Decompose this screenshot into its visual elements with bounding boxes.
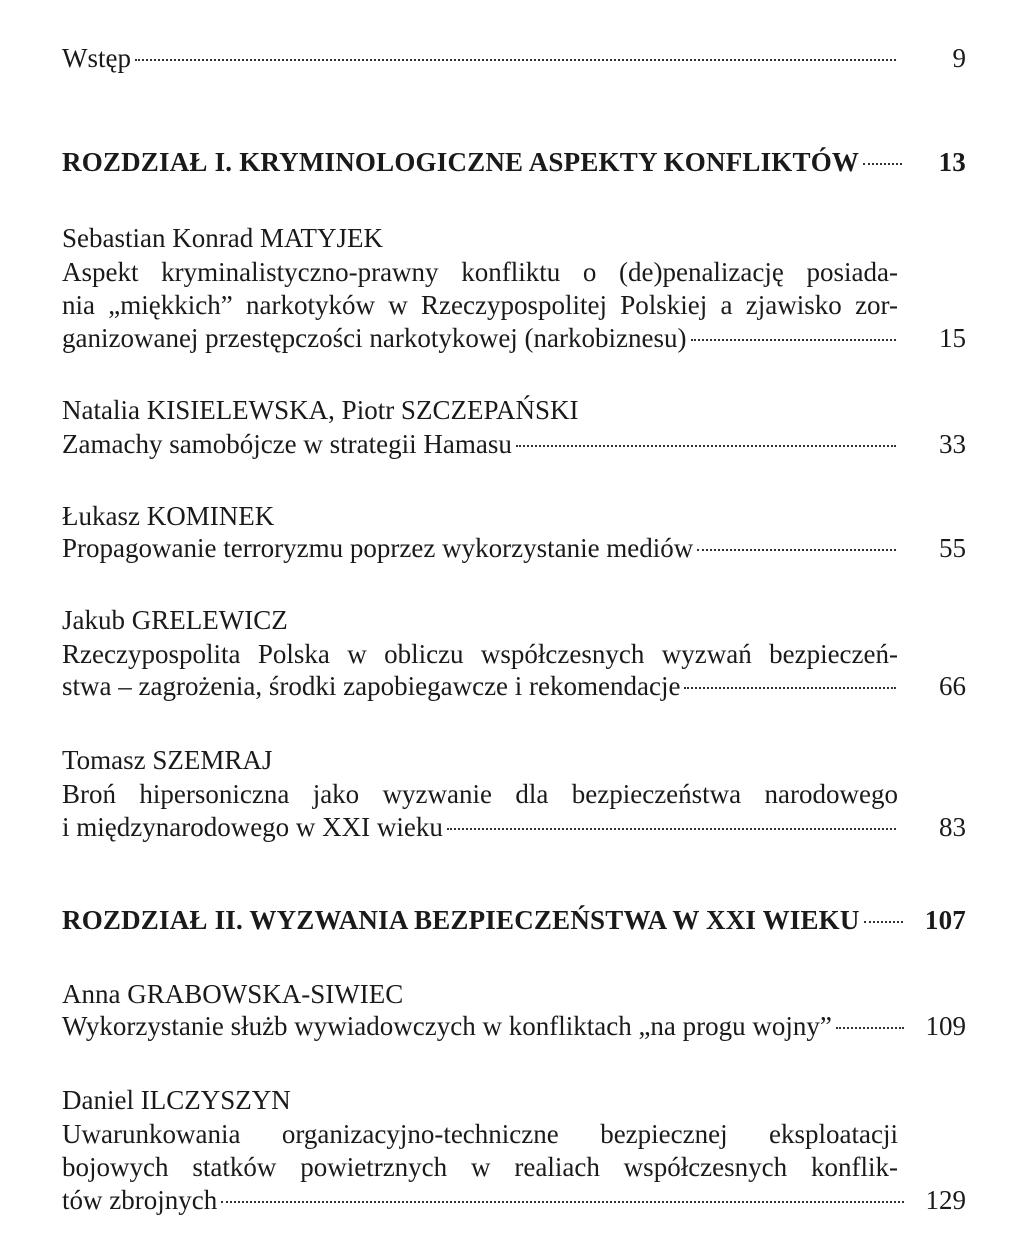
entry-title-line: Broń hipersoniczna jako wyzwanie dla bezpieczeństwa narodowego: [62, 779, 898, 809]
entry-title-line: Uwarunkowania organizacyjno-techniczne bezpiecznej eksploatacji: [62, 1119, 898, 1149]
entry-title-line: Rzeczypospolita Polska w obliczu współczesnych wyzwań bezpieczeń-: [62, 639, 898, 669]
entry-author: Tomasz SZEMRAJ: [62, 745, 273, 775]
entry-author: Jakub GRELEWICZ: [62, 605, 288, 635]
chapter-title: ROZDZIAŁ I. KRYMINOLOGICZNE ASPEKTY KONFLIKTÓW: [62, 147, 860, 177]
entry-author: Sebastian Konrad MATYJEK: [62, 223, 383, 253]
page-number: 107: [924, 905, 966, 935]
entry-author: Natalia KISIELEWSKA, Piotr SZCZEPAŃSKI: [62, 395, 579, 425]
page-number: 15: [939, 323, 966, 353]
page-number: 129: [925, 1185, 966, 1215]
page-number: 9: [952, 43, 966, 73]
toc-entry-1: [62, 322, 966, 354]
entry-title-line: ganizowanej przestępczości narkotykowej (narkobiznesu): [62, 323, 687, 353]
entry-title-line: bojowych statków powietrznych w realiach współczesnych konflik-: [62, 1152, 898, 1182]
entry-title-line: Zamachy samobójcze w strategii Hamasu: [62, 429, 512, 459]
toc-entry-6: [62, 1010, 966, 1042]
entry-title-line: stwa – zagrożenia, środki zapobiegawcze i rekomendacje: [62, 671, 681, 701]
dot-leader: [684, 687, 896, 689]
entry-title-line: Wykorzystanie służb wywiadowczych w konfliktach „na progu wojny”: [62, 1011, 832, 1041]
page-number: 66: [939, 671, 966, 701]
dot-leader: [516, 445, 896, 447]
entry-title-line: tów zbrojnych: [62, 1185, 218, 1215]
entry-author: Anna GRABOWSKA-SIWIEC: [62, 979, 404, 1009]
toc-entry-5: [62, 811, 966, 843]
chapter-heading-1: [62, 146, 966, 178]
dot-leader: [864, 921, 903, 923]
page-number: 109: [925, 1011, 966, 1041]
page-number: 55: [939, 533, 966, 563]
toc-entry-intro: [62, 42, 966, 74]
toc-entry-2: [62, 428, 966, 460]
toc-entry-3: [62, 532, 966, 564]
entry-title-line: i międzynarodowego w XXI wieku: [62, 812, 443, 842]
toc-entry-label: Wstęp: [62, 43, 131, 73]
dot-leader: [697, 549, 896, 551]
entry-title-line: nia „miękkich” narkotyków w Rzeczypospolitej Polskiej a zjawisko zor-: [62, 290, 898, 320]
dot-leader: [836, 1027, 904, 1029]
dot-leader: [135, 59, 896, 61]
page-number: 13: [938, 147, 966, 177]
chapter-heading-2: [62, 904, 966, 936]
entry-author: Łukasz KOMINEK: [62, 501, 275, 531]
page-number: 83: [939, 812, 966, 842]
toc-entry-7: [62, 1184, 966, 1216]
page-number: 33: [939, 429, 966, 459]
entry-title-line: Propagowanie terroryzmu poprzez wykorzystanie mediów: [62, 533, 694, 563]
chapter-title: ROZDZIAŁ II. WYZWANIA BEZPIECZEŃSTWA W XXI WIEKU: [62, 905, 860, 935]
dot-leader: [863, 163, 902, 165]
entry-author: Daniel ILCZYSZYN: [62, 1085, 291, 1115]
dot-leader: [447, 828, 896, 830]
dot-leader: [691, 339, 897, 341]
toc-entry-4: [62, 670, 966, 702]
dot-leader: [221, 1201, 903, 1203]
entry-title-line: Aspekt kryminalistyczno-prawny konfliktu o (de)penalizację posiada-: [62, 257, 898, 287]
